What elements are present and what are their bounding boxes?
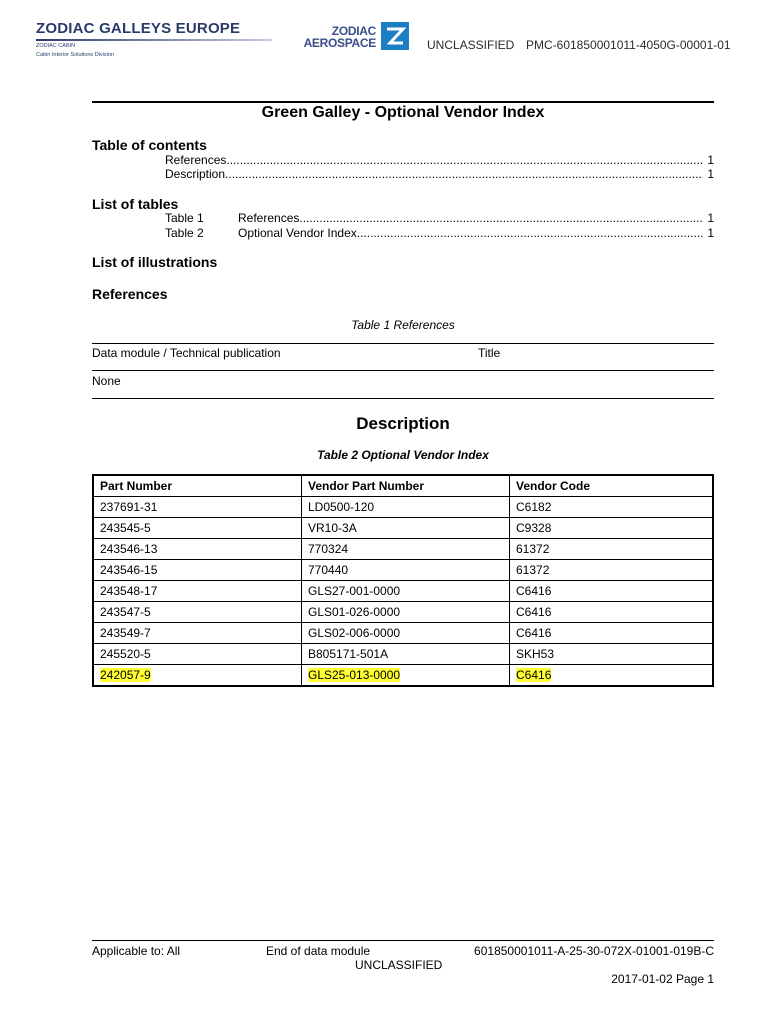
table2-caption: Table 2 Optional Vendor Index <box>317 448 489 462</box>
cell-vendor-code: C6416 <box>516 668 552 682</box>
cell-vendor-code: C6182 <box>510 497 714 518</box>
zodiac-galleys-logo <box>36 20 276 59</box>
cell-vendor-code: C6416 <box>510 623 714 644</box>
references-heading: References <box>92 286 168 302</box>
footer-date-page: 2017-01-02 Page 1 <box>611 972 714 986</box>
cell-vendor-code: C6416 <box>510 581 714 602</box>
header-pmc: PMC-601850001011-4050G-00001-01 <box>526 38 731 52</box>
logo-rule <box>36 39 272 41</box>
col-header-vendor-part-number: Vendor Part Number <box>302 475 510 497</box>
toc-entry-page: 1 <box>707 153 714 167</box>
table-row <box>93 518 713 539</box>
vendor-index-table <box>92 474 714 687</box>
refs-col-header-dm: Data module / Technical publication <box>92 346 281 360</box>
toc-entry-label: References <box>165 153 227 167</box>
list-of-illustrations-heading: List of illustrations <box>92 254 218 270</box>
lot-entry-num: Table 1 <box>165 211 204 225</box>
col-header-vendor-code: Vendor Code <box>510 475 714 497</box>
table-row <box>93 602 713 623</box>
cell-part-number: 243549-7 <box>93 623 302 644</box>
table-row-highlighted <box>93 665 713 687</box>
table-header-row <box>93 475 713 497</box>
lot-entry-num: Table 2 <box>165 226 204 240</box>
cell-vendor-code: SKH53 <box>510 644 714 665</box>
cell-part-number: 243546-13 <box>93 539 302 560</box>
cell-vendor-part-number: 770440 <box>302 560 510 581</box>
toc-entry-label: Description <box>165 167 226 181</box>
cell-vendor-part-number: GLS25-013-0000 <box>308 668 401 682</box>
footer-dmc: 601850001011-A-25-30-072X-01001-019B-C <box>474 944 714 958</box>
toc-entry-page: 1 <box>707 167 714 181</box>
footer-applicable: Applicable to: All <box>92 944 181 958</box>
zodiac-emblem-icon <box>381 22 409 50</box>
refs-col-header-title: Title <box>478 346 501 360</box>
refs-value: None <box>92 374 121 388</box>
lot-entry-page: 1 <box>707 226 714 240</box>
page-title: Green Galley - Optional Vendor Index <box>261 104 545 121</box>
cell-part-number: 243545-5 <box>93 518 302 539</box>
table-row <box>93 644 713 665</box>
cell-vendor-code: 61372 <box>510 539 714 560</box>
description-heading: Description <box>356 414 450 433</box>
company-sub2: Cabin Interior Solutions Division <box>36 52 114 58</box>
title-rule <box>92 101 714 103</box>
cell-vendor-part-number: GLS27-001-0000 <box>302 581 510 602</box>
cell-part-number: 243547-5 <box>93 602 302 623</box>
cell-part-number: 243546-15 <box>93 560 302 581</box>
lot-entry[interactable] <box>165 226 714 240</box>
table-row <box>93 539 713 560</box>
refs-bottom-rule <box>92 398 714 399</box>
brand-line2: AEROSPACE <box>303 36 376 50</box>
company-name: ZODIAC GALLEYS EUROPE <box>36 20 241 37</box>
toc-entry[interactable] <box>165 153 714 167</box>
footer-classification: UNCLASSIFIED <box>355 958 443 972</box>
table-row <box>93 560 713 581</box>
cell-vendor-part-number: LD0500-120 <box>302 497 510 518</box>
cell-vendor-part-number: GLS01-026-0000 <box>302 602 510 623</box>
col-header-part-number: Part Number <box>93 475 302 497</box>
brand-line1: ZODIAC <box>331 24 376 38</box>
toc-heading: Table of contents <box>92 137 207 153</box>
footer-rule <box>92 940 714 941</box>
lot-entry[interactable] <box>165 211 714 225</box>
lot-entry-label: References <box>238 211 300 225</box>
cell-vendor-part-number: 770324 <box>302 539 510 560</box>
table1-caption: Table 1 References <box>351 318 455 332</box>
cell-part-number: 237691-31 <box>93 497 302 518</box>
cell-vendor-code: C6416 <box>510 602 714 623</box>
lot-entry-page: 1 <box>707 211 714 225</box>
table-row <box>93 497 713 518</box>
refs-top-rule <box>92 343 714 344</box>
footer-end-of-module: End of data module <box>266 944 371 958</box>
cell-part-number: 242057-9 <box>100 668 151 682</box>
cell-vendor-part-number: VR10-3A <box>302 518 510 539</box>
table-row <box>93 581 713 602</box>
cell-vendor-code: C9328 <box>510 518 714 539</box>
cell-vendor-part-number: GLS02-006-0000 <box>302 623 510 644</box>
table-row <box>93 623 713 644</box>
cell-part-number: 245520-5 <box>93 644 302 665</box>
company-sub1: ZODIAC CABIN <box>36 43 76 49</box>
header-classification: UNCLASSIFIED <box>427 38 515 52</box>
cell-vendor-part-number: B805171-501A <box>302 644 510 665</box>
lot-entry-label: Optional Vendor Index <box>238 226 357 240</box>
refs-mid-rule <box>92 370 714 371</box>
toc-entry[interactable] <box>165 167 714 181</box>
cell-part-number: 243548-17 <box>93 581 302 602</box>
list-of-tables-heading: List of tables <box>92 196 179 212</box>
cell-vendor-code: 61372 <box>510 560 714 581</box>
zodiac-aerospace-logo <box>296 22 416 52</box>
